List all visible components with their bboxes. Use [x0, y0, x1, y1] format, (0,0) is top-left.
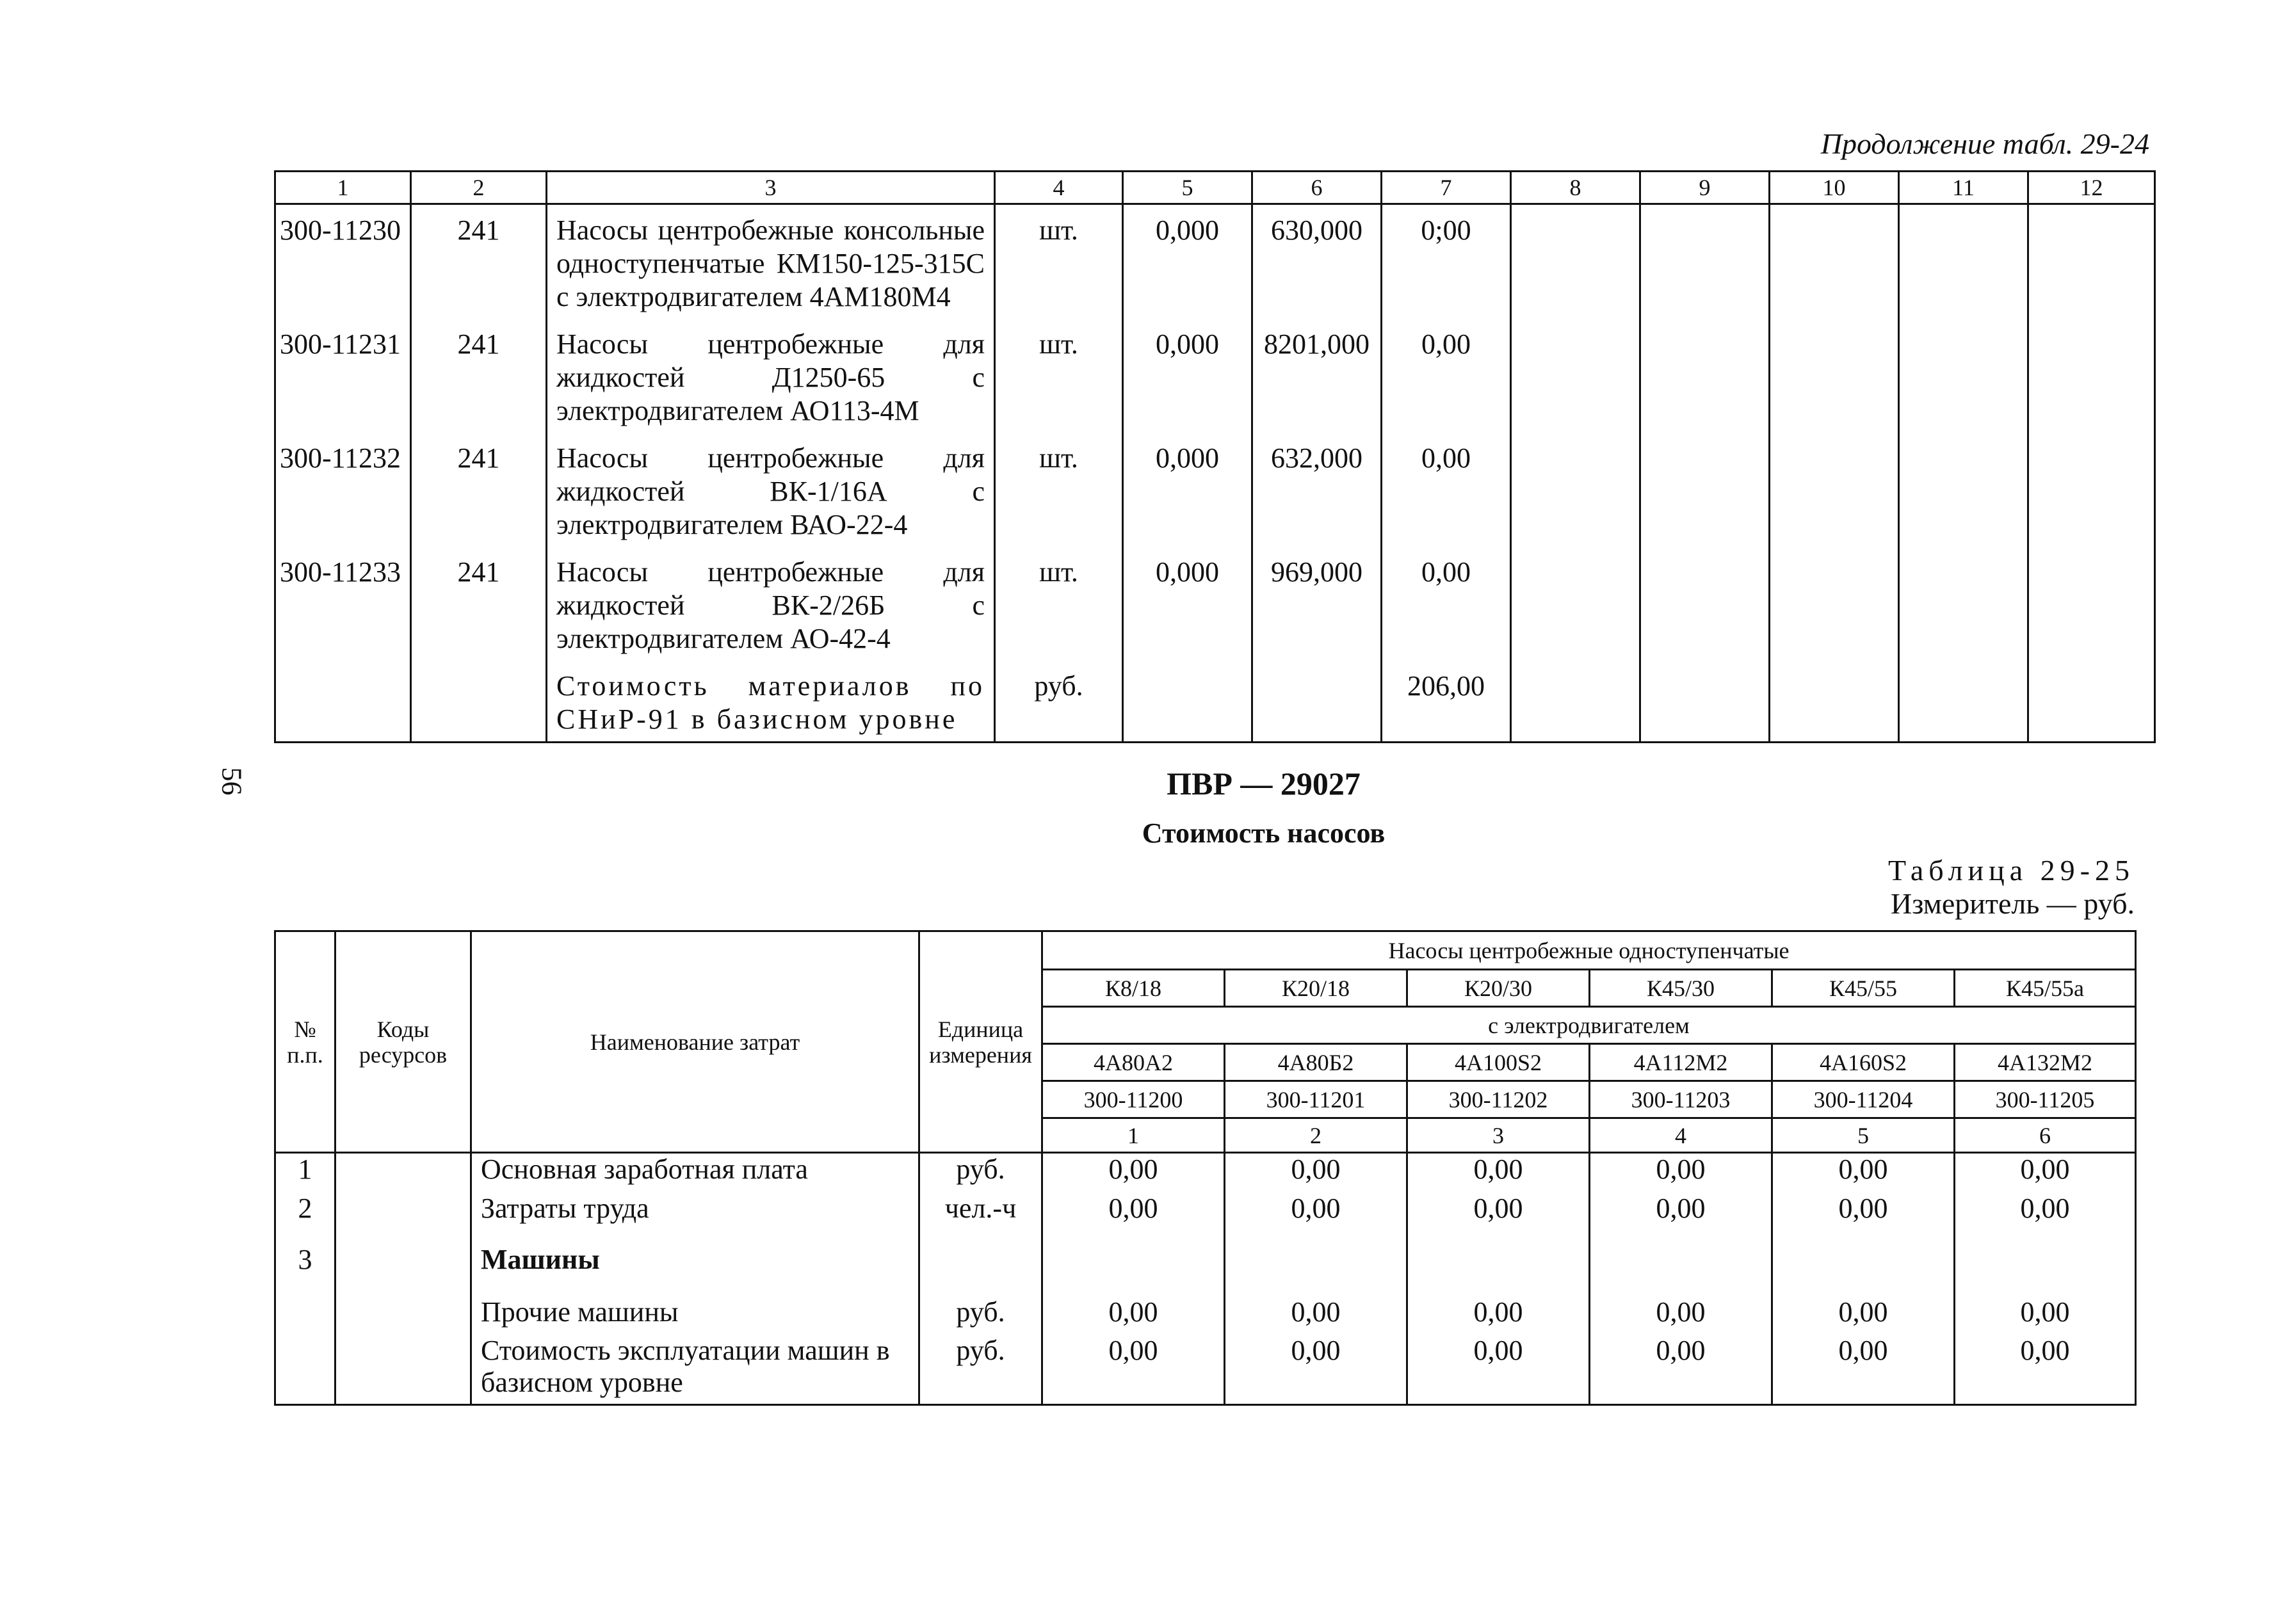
section-title: Стоимость насосов [1142, 817, 1386, 849]
unit: руб. [919, 1296, 1042, 1335]
table-row [275, 1193, 2136, 1244]
motor-model: 4А80Б2 [1225, 1044, 1407, 1081]
value: 8201,000 [1252, 319, 1382, 433]
resource-code: 300-11233 [275, 547, 411, 661]
resource-code: 300-11203 [1590, 1081, 1772, 1118]
unit: руб. [995, 661, 1123, 743]
column-number: 4 [1590, 1118, 1772, 1153]
page-number: 56 [216, 767, 248, 796]
row-number: 2 [275, 1193, 335, 1244]
cost-name: Прочие машины [471, 1296, 919, 1335]
unit [919, 1244, 1042, 1296]
pump-model: К20/30 [1407, 970, 1590, 1007]
column-number: 1 [1042, 1118, 1225, 1153]
value: 630,000 [1252, 204, 1382, 319]
header-pump-group: Насосы центробежные одноступенчатые [1042, 931, 2136, 970]
value: 0,000 [1123, 433, 1252, 547]
value: 0,00 [1042, 1193, 1225, 1244]
resource-name: Насосы центробежные для жидкостей Д1250-65 с электродвигателем АО113-4М [547, 319, 995, 433]
value: 0,00 [1407, 1335, 1590, 1405]
value: 0,000 [1123, 547, 1252, 661]
cost-name: Затраты труда [471, 1193, 919, 1244]
value: 0,00 [1042, 1296, 1225, 1335]
resource-name: Насосы центробежные консольные одноступенчатые КМ150-125-315С с электродвигателем 4АМ180М4 [547, 204, 995, 319]
column-number: 12 [2028, 172, 2155, 204]
value: 0,00 [1225, 1153, 1407, 1193]
resource-name: Стоимость материалов по СНиР-91 в базисном уровне [547, 661, 995, 743]
value: 0,00 [1772, 1335, 1955, 1405]
resource-group: 241 [411, 547, 547, 661]
value: 0,00 [1225, 1335, 1407, 1405]
value: 632,000 [1252, 433, 1382, 547]
cost-section-heading: Машины [471, 1244, 919, 1296]
motor-model: 4А80А2 [1042, 1044, 1225, 1081]
unit: руб. [919, 1335, 1042, 1405]
motor-model: 4А100S2 [1407, 1044, 1590, 1081]
continuation-label: Продолжение табл. 29-24 [1820, 127, 2149, 160]
resource-name: Насосы центробежные для жидкостей ВК-2/26Б с электродвигателем АО-42-4 [547, 547, 995, 661]
unit: шт. [995, 204, 1123, 319]
value: 0,00 [1772, 1153, 1955, 1193]
column-number: 9 [1640, 172, 1770, 204]
value: 0,00 [1042, 1153, 1225, 1193]
resource-code: 300-11200 [1042, 1081, 1225, 1118]
pump-model: К45/55 [1772, 970, 1955, 1007]
resource-code: 300-11231 [275, 319, 411, 433]
value: 0,00 [1382, 433, 1511, 547]
column-number: 5 [1772, 1118, 1955, 1153]
table-row [275, 1153, 2136, 1193]
unit: шт. [995, 547, 1123, 661]
value: 0,00 [1407, 1153, 1590, 1193]
header-motor: с электродвигателем [1042, 1007, 2136, 1044]
resource-group: 241 [411, 433, 547, 547]
resource-group: 241 [411, 204, 547, 319]
value: 0,00 [1590, 1335, 1772, 1405]
resource-group [411, 661, 547, 743]
row-number: 1 [275, 1153, 335, 1193]
table-row [275, 661, 2155, 743]
column-number: 10 [1770, 172, 1899, 204]
row-number [275, 1296, 335, 1335]
unit: чел.-ч [919, 1193, 1042, 1244]
value: 0,00 [1590, 1296, 1772, 1335]
unit: руб. [919, 1153, 1042, 1193]
pump-model: К8/18 [1042, 970, 1225, 1007]
value: 0,00 [1225, 1193, 1407, 1244]
column-number: 1 [275, 172, 411, 204]
cost-name: Стоимость эксплуатации машин в базисном уровне [471, 1335, 919, 1405]
motor-model: 4А132М2 [1955, 1044, 2136, 1081]
value: 0,00 [1590, 1153, 1772, 1193]
value: 0,00 [1772, 1193, 1955, 1244]
value: 0,00 [1590, 1193, 1772, 1244]
resource-code: 300-11230 [275, 204, 411, 319]
column-number: 3 [547, 172, 995, 204]
column-number: 7 [1382, 172, 1511, 204]
column-number: 2 [1225, 1118, 1407, 1153]
resource-code: 300-11204 [1772, 1081, 1955, 1118]
column-number: 4 [995, 172, 1123, 204]
table-row [275, 1244, 2136, 1296]
row-number: 3 [275, 1244, 335, 1296]
value: 0,00 [1225, 1296, 1407, 1335]
value [1252, 661, 1382, 743]
table-row [275, 319, 2155, 433]
resource-code: 300-11232 [275, 433, 411, 547]
pump-model: К45/55а [1955, 970, 2136, 1007]
value: 0,00 [1382, 547, 1511, 661]
header-row-number: № п.п. [275, 931, 335, 1153]
measure-unit: Измеритель — руб. [1890, 887, 2135, 920]
table-row [275, 433, 2155, 547]
resource-code [275, 661, 411, 743]
column-number: 6 [1955, 1118, 2136, 1153]
table-number: Таблица 29-25 [1887, 854, 2135, 887]
value: 0,00 [1955, 1153, 2136, 1193]
table-row [275, 547, 2155, 661]
unit: шт. [995, 433, 1123, 547]
header-resource-codes: Коды ресурсов [335, 931, 471, 1153]
value: 0;00 [1382, 204, 1511, 319]
motor-model: 4А160S2 [1772, 1044, 1955, 1081]
motor-model: 4А112М2 [1590, 1044, 1772, 1081]
value: 0,00 [1382, 319, 1511, 433]
section-code: ПВР — 29027 [1167, 766, 1361, 801]
row-number [275, 1335, 335, 1405]
column-number: 6 [1252, 172, 1382, 204]
column-number: 3 [1407, 1118, 1590, 1153]
value: 0,000 [1123, 204, 1252, 319]
resource-group: 241 [411, 319, 547, 433]
column-number: 8 [1511, 172, 1640, 204]
materials-table [274, 170, 2156, 743]
column-number-row [275, 172, 2155, 204]
table-row [275, 1296, 2136, 1335]
column-number: 5 [1123, 172, 1252, 204]
resource-name: Насосы центробежные для жидкостей ВК-1/16А с электродвигателем ВАО-22-4 [547, 433, 995, 547]
column-number: 11 [1899, 172, 2028, 204]
value: 0,00 [1955, 1335, 2136, 1405]
value: 0,000 [1123, 319, 1252, 433]
value: 0,00 [1955, 1193, 2136, 1244]
column-number: 2 [411, 172, 547, 204]
pump-cost-table [274, 930, 2137, 1406]
pump-model: К45/30 [1590, 970, 1772, 1007]
pump-model: К20/18 [1225, 970, 1407, 1007]
value: 206,00 [1382, 661, 1511, 743]
value: 0,00 [1407, 1296, 1590, 1335]
cost-name: Основная заработная плата [471, 1153, 919, 1193]
table-row [275, 204, 2155, 319]
resource-code: 300-11205 [1955, 1081, 2136, 1118]
unit: шт. [995, 319, 1123, 433]
table-row [275, 1335, 2136, 1405]
value: 0,00 [1407, 1193, 1590, 1244]
value: 0,00 [1772, 1296, 1955, 1335]
value: 0,00 [1955, 1296, 2136, 1335]
header-unit: Единица измерения [919, 931, 1042, 1153]
value: 969,000 [1252, 547, 1382, 661]
header-cost-name: Наименование затрат [471, 931, 919, 1153]
resource-code: 300-11202 [1407, 1081, 1590, 1118]
value [1123, 661, 1252, 743]
resource-code: 300-11201 [1225, 1081, 1407, 1118]
value: 0,00 [1042, 1335, 1225, 1405]
